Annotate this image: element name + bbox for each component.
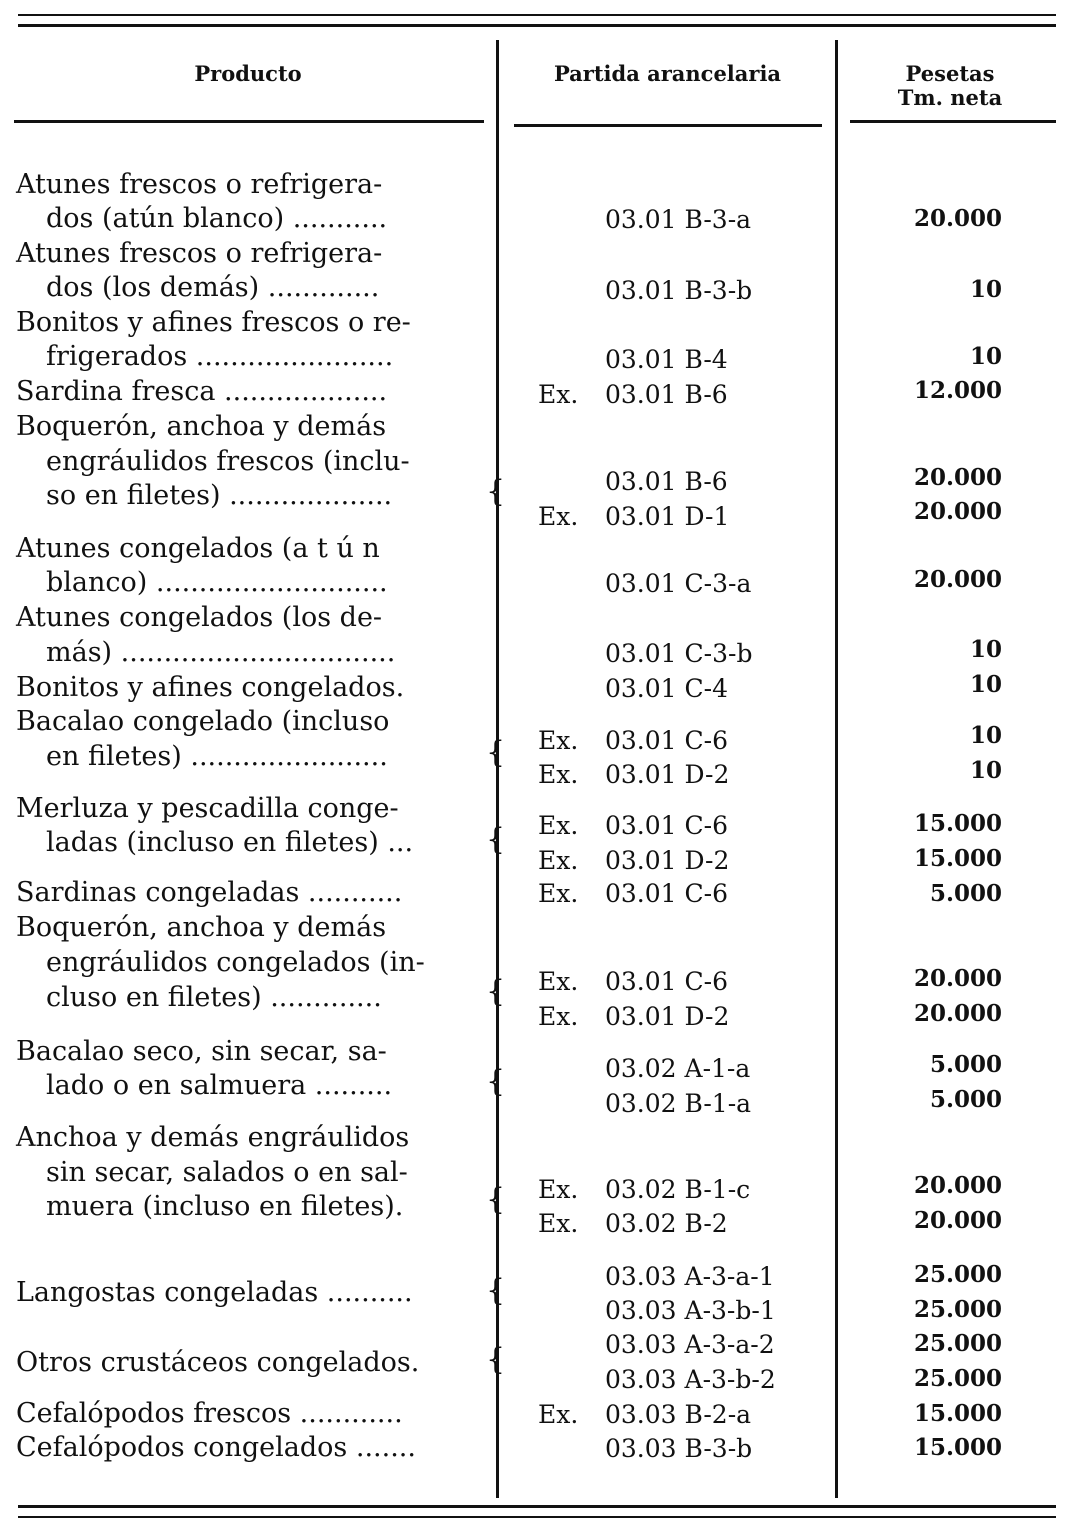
price-value: 10 <box>969 636 1002 663</box>
product-line: Boquerón, anchoa y demás <box>16 912 387 943</box>
bottom-rule-thick <box>18 1505 1056 1508</box>
price-value: 15.000 <box>913 1400 1002 1427</box>
product-line: so en filetes) ................... <box>46 480 393 511</box>
tariff-code: 03.03 B-3-b <box>605 1434 753 1463</box>
product-line: Bonitos y afines frescos o re- <box>16 307 411 338</box>
brace: { <box>486 1182 506 1217</box>
tariff-code: 03.01 B-6 <box>605 380 728 409</box>
tariff-code: 03.01 C-3-b <box>605 639 753 668</box>
tariff-code: 03.01 C-4 <box>605 674 728 703</box>
price-value: 25.000 <box>913 1365 1002 1392</box>
brace: { <box>486 1273 506 1308</box>
tariff-code: 03.03 A-3-b-2 <box>605 1365 776 1394</box>
price-value: 5.000 <box>929 880 1002 907</box>
product-line: Sardina fresca ................... <box>16 376 388 407</box>
top-rule-thick <box>18 24 1056 27</box>
tariff-ex-prefix: Ex. <box>538 846 579 875</box>
tariff-code: 03.01 B-4 <box>605 345 728 374</box>
product-line: Atunes frescos o refrigera- <box>16 238 383 269</box>
header-underline-product <box>14 120 484 123</box>
tariff-ex-prefix: Ex. <box>538 967 579 996</box>
price-value: 12.000 <box>913 377 1002 404</box>
product-line: Cefalópodos congelados ....... <box>16 1432 416 1463</box>
product-line: cluso en filetes) ............. <box>46 982 382 1013</box>
tariff-code: 03.02 B-2 <box>605 1209 728 1238</box>
price-value: 20.000 <box>913 1000 1002 1027</box>
product-line: Sardinas congeladas ........... <box>16 877 403 908</box>
brace: { <box>486 735 506 770</box>
product-line: Bonitos y afines congelados. <box>16 672 405 703</box>
header-price-line2: Tm. neta <box>897 85 1003 110</box>
product-line: lado o en salmuera ......... <box>46 1070 393 1101</box>
product-line: dos (atún blanco) ........... <box>46 203 388 234</box>
price-value: 10 <box>969 276 1002 303</box>
product-line: engráulidos frescos (inclu- <box>46 446 410 477</box>
product-line: Cefalópodos frescos ............ <box>16 1398 403 1429</box>
tariff-ex-prefix: Ex. <box>538 1400 579 1429</box>
tariff-code: 03.01 C-3-a <box>605 569 752 598</box>
product-line: Langostas congeladas .......... <box>16 1277 413 1308</box>
product-line: Atunes congelados (los de- <box>16 602 383 633</box>
price-value: 25.000 <box>913 1261 1002 1288</box>
product-line: Otros crustáceos congelados. <box>16 1347 420 1378</box>
tariff-code: 03.01 D-2 <box>605 846 730 875</box>
product-line: Atunes congelados (a t ú n <box>16 533 380 564</box>
header-underline-price <box>850 120 1056 123</box>
price-value: 25.000 <box>913 1296 1002 1323</box>
tariff-ex-prefix: Ex. <box>538 1175 579 1204</box>
product-line: blanco) ........................... <box>46 567 388 598</box>
price-value: 15.000 <box>913 845 1002 872</box>
tariff-code: 03.02 B-1-a <box>605 1089 752 1118</box>
tariff-code: 03.02 A-1-a <box>605 1054 751 1083</box>
tariff-code: 03.01 C-6 <box>605 726 728 755</box>
tariff-ex-prefix: Ex. <box>538 1209 579 1238</box>
brace: { <box>486 822 506 857</box>
tariff-ex-prefix: Ex. <box>538 502 579 531</box>
tariff-ex-prefix: Ex. <box>538 760 579 789</box>
tariff-code: 03.01 B-3-b <box>605 276 753 305</box>
product-line: Boquerón, anchoa y demás <box>16 411 387 442</box>
price-value: 20.000 <box>913 965 1002 992</box>
tariff-code: 03.03 A-3-a-2 <box>605 1330 775 1359</box>
tariff-code: 03.01 B-6 <box>605 467 728 496</box>
top-rule-thin <box>18 14 1056 16</box>
tariff-code: 03.03 A-3-b-1 <box>605 1296 776 1325</box>
product-line: frigerados ....................... <box>46 341 394 372</box>
price-value: 20.000 <box>913 1172 1002 1199</box>
header-price-line1: Pesetas <box>905 61 995 86</box>
brace: { <box>486 1342 506 1377</box>
price-value: 10 <box>969 671 1002 698</box>
tariff-code: 03.01 C-6 <box>605 811 728 840</box>
tariff-code: 03.01 D-2 <box>605 760 730 789</box>
price-value: 20.000 <box>913 498 1002 525</box>
tariff-code: 03.01 D-1 <box>605 502 730 531</box>
product-line: engráulidos congelados (in- <box>46 947 425 978</box>
product-line: muera (incluso en filetes). <box>46 1191 404 1222</box>
price-value: 5.000 <box>929 1051 1002 1078</box>
tariff-code: 03.01 C-6 <box>605 879 728 908</box>
price-value: 20.000 <box>913 566 1002 593</box>
product-line: dos (los demás) ............. <box>46 272 380 303</box>
brace: { <box>486 974 506 1009</box>
price-value: 10 <box>969 343 1002 370</box>
tariff-ex-prefix: Ex. <box>538 879 579 908</box>
product-line: Bacalao seco, sin secar, sa- <box>16 1036 387 1067</box>
header-product: Producto <box>194 61 302 86</box>
header-tariff: Partida arancelaria <box>553 61 782 86</box>
brace: { <box>486 474 506 509</box>
tariff-code: 03.03 A-3-a-1 <box>605 1262 775 1291</box>
product-line: Bacalao congelado (incluso <box>16 706 390 737</box>
product-line: Merluza y pescadilla conge- <box>16 793 399 824</box>
price-value: 20.000 <box>913 205 1002 232</box>
price-value: 10 <box>969 757 1002 784</box>
product-line: sin secar, salados o en sal- <box>46 1157 408 1188</box>
price-value: 20.000 <box>913 464 1002 491</box>
price-value: 25.000 <box>913 1330 1002 1357</box>
tariff-code: 03.01 B-3-a <box>605 205 752 234</box>
tariff-ex-prefix: Ex. <box>538 811 579 840</box>
divider-tariff-price <box>835 40 838 1498</box>
product-line: más) ................................ <box>46 637 396 668</box>
tariff-ex-prefix: Ex. <box>538 726 579 755</box>
tariff-ex-prefix: Ex. <box>538 380 579 409</box>
tariff-code: 03.01 D-2 <box>605 1002 730 1031</box>
header-underline-tariff <box>514 124 822 127</box>
price-value: 10 <box>969 722 1002 749</box>
product-line: ladas (incluso en filetes) ... <box>46 827 414 858</box>
price-value: 20.000 <box>913 1207 1002 1234</box>
product-line: en filetes) ....................... <box>46 741 388 772</box>
tariff-ex-prefix: Ex. <box>538 1002 579 1031</box>
product-line: Atunes frescos o refrigera- <box>16 169 383 200</box>
brace: { <box>486 1064 506 1099</box>
tariff-code: 03.02 B-1-c <box>605 1175 751 1204</box>
price-value: 5.000 <box>929 1086 1002 1113</box>
price-value: 15.000 <box>913 1434 1002 1461</box>
product-line: Anchoa y demás engráulidos <box>16 1122 410 1153</box>
price-value: 15.000 <box>913 810 1002 837</box>
tariff-code: 03.03 B-2-a <box>605 1400 752 1429</box>
tariff-code: 03.01 C-6 <box>605 967 728 996</box>
bottom-rule-thin <box>18 1516 1056 1518</box>
